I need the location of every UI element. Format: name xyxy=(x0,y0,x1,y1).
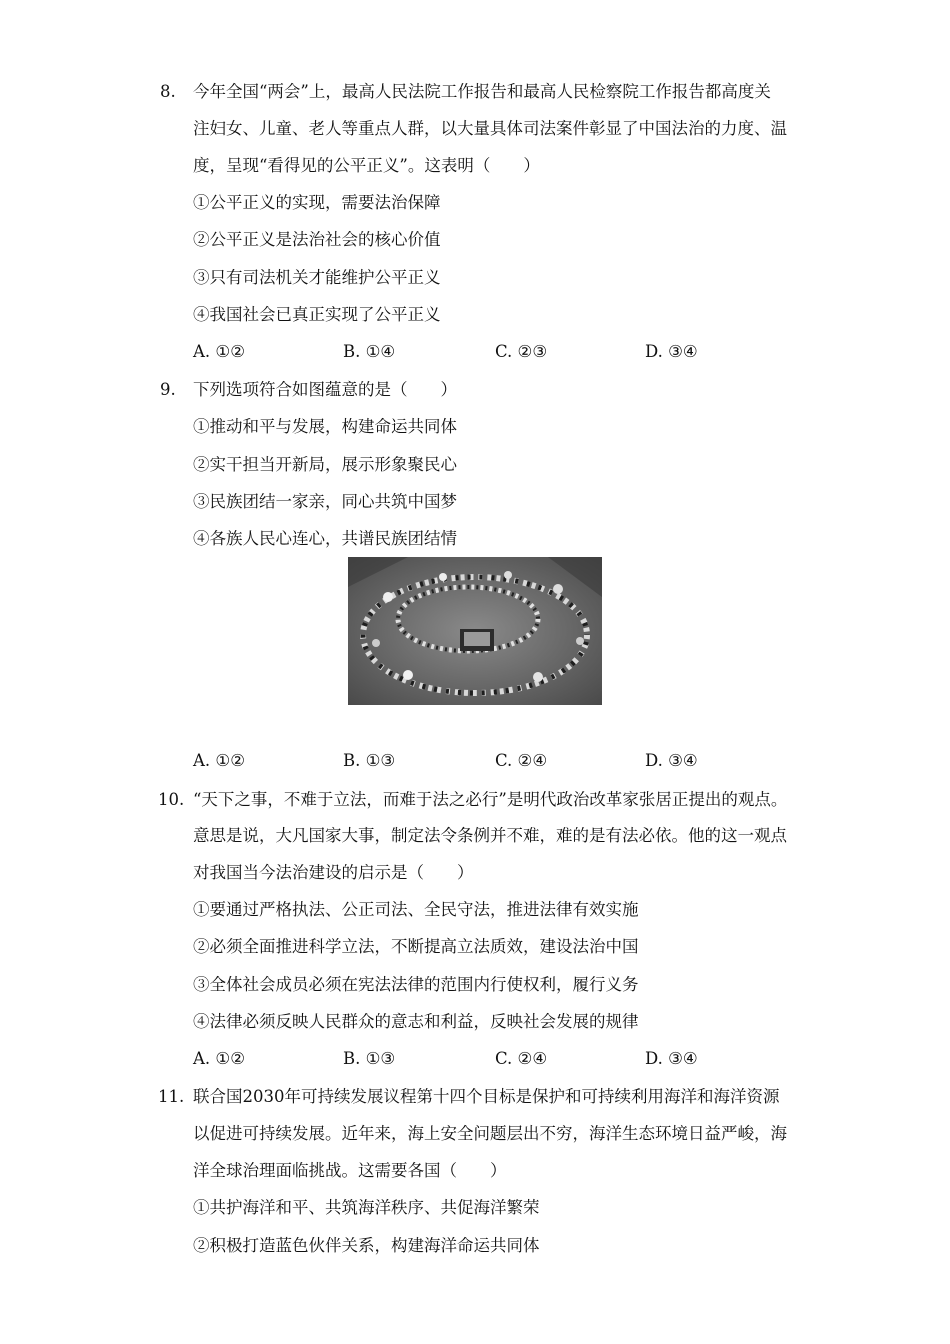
statement-item: ②实干担当开新局，展示形象聚民心 xyxy=(193,455,457,474)
answer-choice-c: C. ②③ xyxy=(495,342,548,361)
statement-item: ②必须全面推进科学立法，不断提高立法质效，建设法治中国 xyxy=(193,937,639,956)
statement-item: ①公平正义的实现，需要法治保障 xyxy=(193,193,441,212)
ethnic-unity-dance-photo xyxy=(348,557,602,705)
question-number: 8. xyxy=(160,82,176,101)
answer-choice-a: A. ①② xyxy=(193,1049,245,1068)
answer-choice-a: A. ①② xyxy=(193,751,245,770)
statement-item: ①推动和平与发展，构建命运共同体 xyxy=(193,417,457,436)
statement-item: ③民族团结一家亲，同心共筑中国梦 xyxy=(193,492,457,511)
statement-item: ④各族人民心连心，共谱民族团结情 xyxy=(193,529,457,548)
statement-item: ③全体社会成员必须在宪法法律的范围内行使权利，履行义务 xyxy=(193,975,639,994)
statement-item: ④我国社会已真正实现了公平正义 xyxy=(193,305,441,324)
answer-choice-d: D. ③④ xyxy=(645,1049,698,1068)
answer-choice-b: B. ①③ xyxy=(343,751,396,770)
question-stem-line: 意思是说，大凡国家大事，制定法令条例并不难，难的是有法必依。他的这一观点 xyxy=(193,826,787,845)
answer-choice-c: C. ②④ xyxy=(495,1049,548,1068)
statement-item: ②公平正义是法治社会的核心价值 xyxy=(193,230,441,249)
question-stem-line: 洋全球治理面临挑战。这需要各国（ ） xyxy=(193,1161,507,1180)
question-stem-line: 下列选项符合如图蕴意的是（ ） xyxy=(193,380,457,399)
statement-item: ②积极打造蓝色伙伴关系，构建海洋命运共同体 xyxy=(193,1236,540,1255)
answer-choice-a: A. ①② xyxy=(193,342,245,361)
question-stem-line: “天下之事，不难于立法，而难于法之必行”是明代政治改革家张居正提出的观点。 xyxy=(193,790,788,809)
question-number: 10. xyxy=(158,790,185,809)
statement-item: ④法律必须反映人民群众的意志和利益，反映社会发展的规律 xyxy=(193,1012,639,1031)
question-stem-line: 注妇女、儿童、老人等重点人群，以大量具体司法案件彰显了中国法治的力度、温 xyxy=(193,119,787,138)
question-stem-line: 以促进可持续发展。近年来，海上安全问题层出不穷，海洋生态环境日益严峻，海 xyxy=(193,1124,787,1143)
answer-choice-d: D. ③④ xyxy=(645,751,698,770)
question-number: 9. xyxy=(160,380,176,399)
statement-item: ③只有司法机关才能维护公平正义 xyxy=(193,268,441,287)
answer-choice-b: B. ①④ xyxy=(343,342,396,361)
answer-choice-b: B. ①③ xyxy=(343,1049,396,1068)
question-stem-line: 联合国2030年可持续发展议程第十四个目标是保护和可持续利用海洋和海洋资源 xyxy=(193,1087,780,1106)
question-stem-line: 今年全国“两会”上，最高人民法院工作报告和最高人民检察院工作报告都高度关 xyxy=(193,82,771,101)
answer-choice-d: D. ③④ xyxy=(645,342,698,361)
answer-choice-c: C. ②④ xyxy=(495,751,548,770)
statement-item: ①共护海洋和平、共筑海洋秩序、共促海洋繁荣 xyxy=(193,1198,540,1217)
question-stem-line: 度，呈现“看得见的公平正义”。这表明（ ） xyxy=(193,156,540,175)
question-number: 11. xyxy=(158,1087,185,1106)
statement-item: ①要通过严格执法、公正司法、全民守法，推进法律有效实施 xyxy=(193,900,639,919)
question-stem-line: 对我国当今法治建设的启示是（ ） xyxy=(193,863,474,882)
